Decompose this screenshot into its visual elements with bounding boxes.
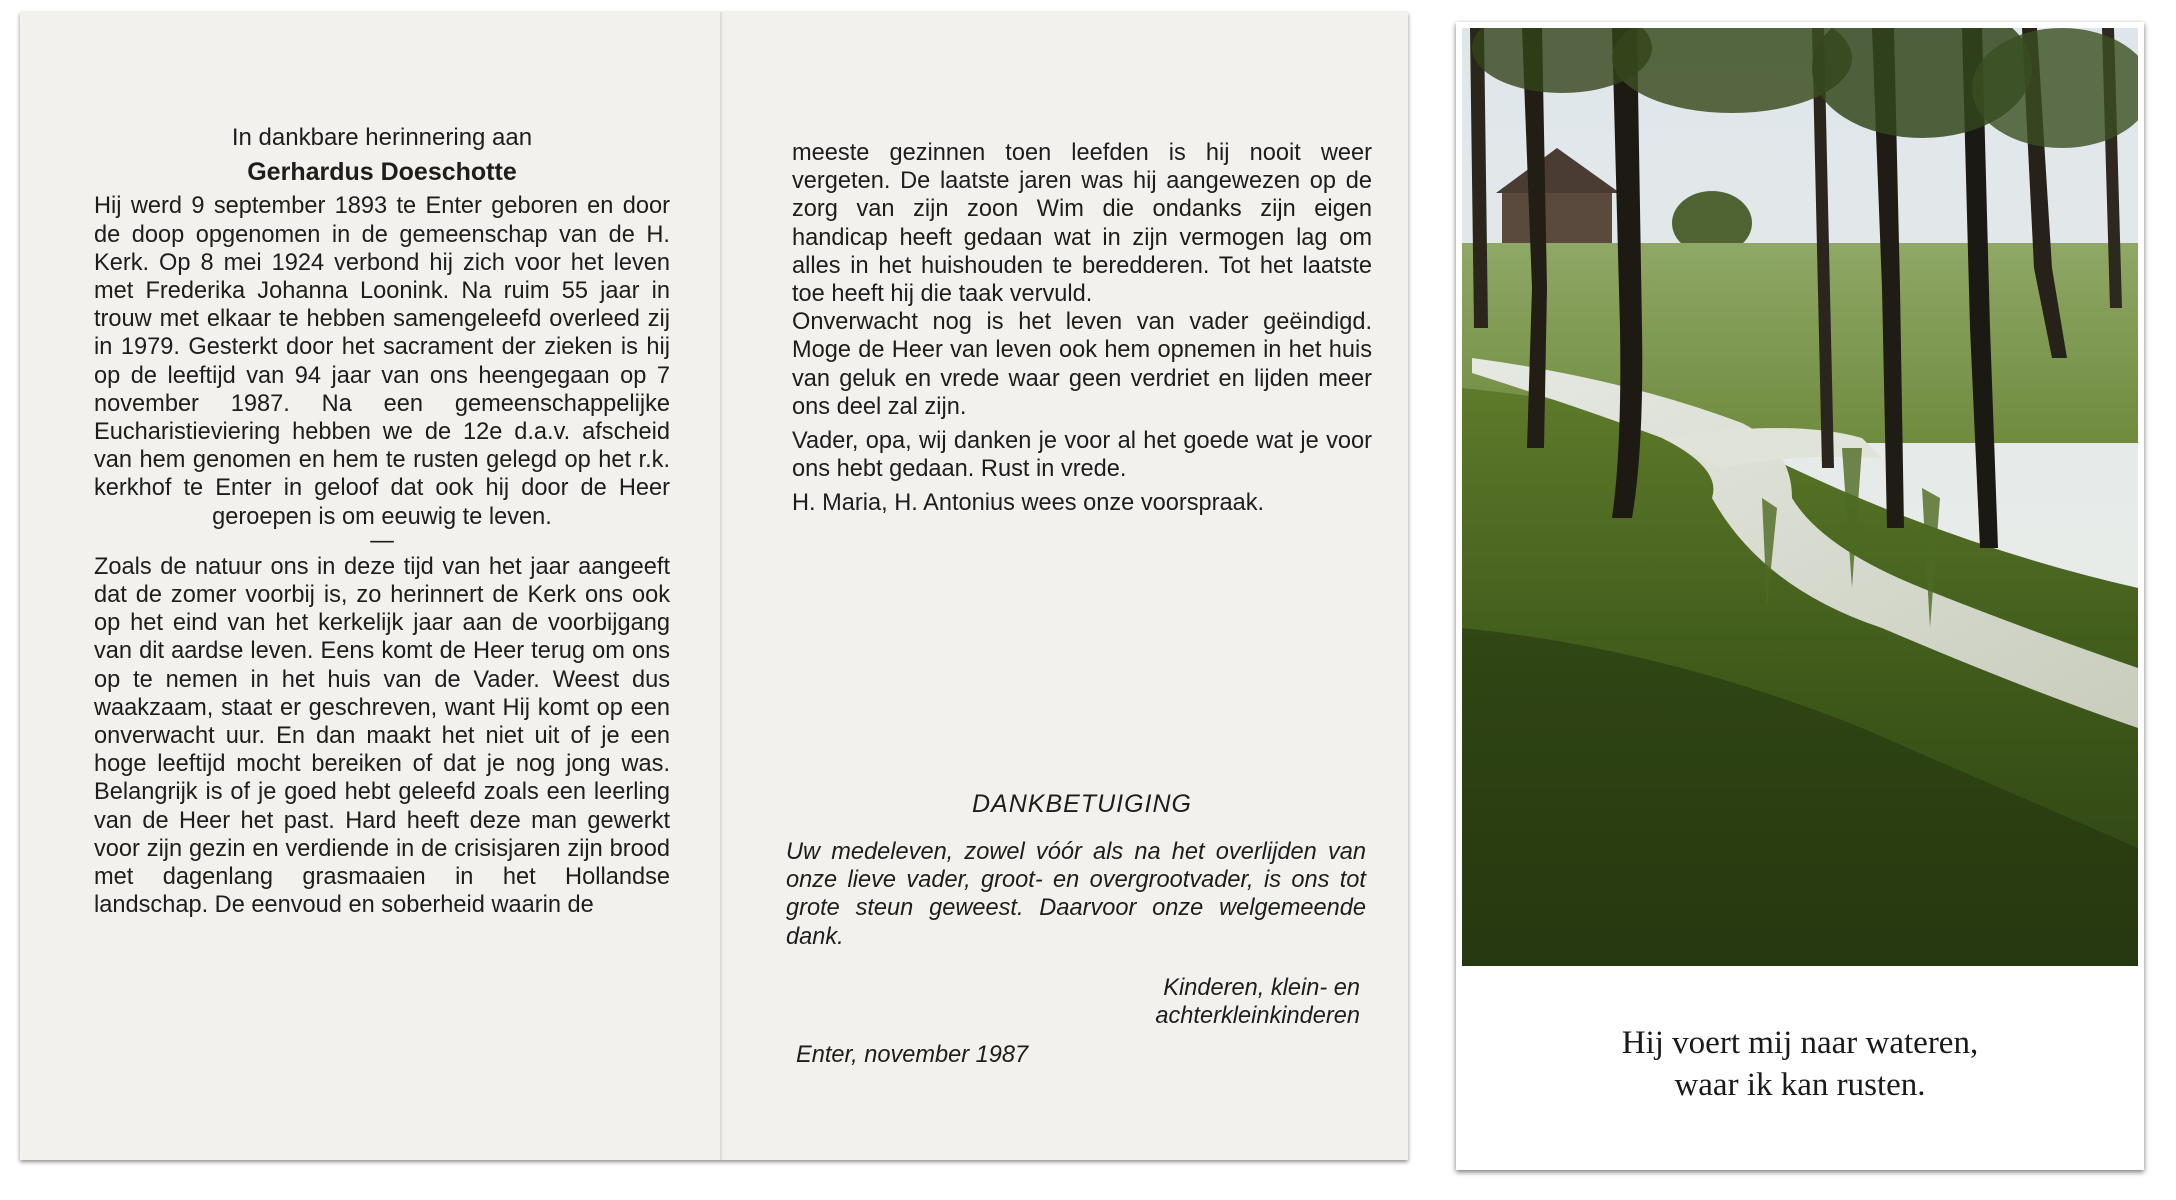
center-fold bbox=[720, 12, 724, 1160]
landscape-photo bbox=[1462, 28, 2138, 966]
memorial-card-inner-sheet bbox=[20, 12, 1408, 1160]
acknowledgement-text: Uw medeleven, zowel vóór als na het overlijden van onze lieve vader, groot- en overgrootvader, is ons tot grote steun geweest. Daarvoor onze welgemeende dank. bbox=[786, 839, 1366, 950]
thanks-paragraph: Vader, opa, wij danken je voor al het goede wat je voor ons hebt gedaan. Rust in vrede. bbox=[792, 428, 1372, 483]
reflection-paragraph: Zoals de natuur ons in deze tijd van het jaar aangeeft dat de zomer voorbij is, zo herinnert de Kerk ons ook op het eind van het kerkelijk jaar aan de voorbijgang van dit aardse leven. Eens komt de Heer terug om ons op te nemen in het huis van de Vader. Weest dus waakzaam, staat er geschreven, want Hij komt op een onverwacht uur. En dan maakt het niet uit of je een hoge leeftijd mocht bereiken of dat je nog jong was. Belangrijk is of je goed hebt geleefd zoals een leerling van de Heer het past. Hard heeft deze man gewerkt voor zijn gezin en verdiende in de crisisjaren zijn brood met dagenlang grasmaaien in het Hollandse landschap. De eenvoud en soberheid waarin de bbox=[94, 553, 670, 919]
verse-line-1: Hij voert mij naar wateren, bbox=[1621, 1025, 1979, 1061]
section-divider: — bbox=[370, 527, 394, 554]
signers-line-2: achterkleinkinderen bbox=[1155, 1003, 1360, 1030]
biography-paragraph: Hij werd 9 september 1893 te Enter geboren en door de doop opgenomen in de gemeenschap van de H. Kerk. Op 8 mei 1924 verbond hij zich voor het leven met Frederika Johanna Loonink. Na ruim 55 jaar in trouw met elkaar te hebben samengeleefd overleed zij in 1979. Gesterkt door het sacrament der zieken is hij op de leeftijd van 94 jaar van ons heengegaan op 7 november 1987. Na een gemeenschappelijke Eucharistieviering hebben we de 12e d.a.v. afscheid van hem genomen en hem te rusten gelegd op het r.k. kerkhof te Enter in geloof dat ook hij door de Heer geroepen is om eeuwig te leven. bbox=[94, 193, 670, 530]
right-page bbox=[792, 139, 1372, 518]
deceased-name: Gerhardus Doeschotte bbox=[247, 158, 517, 187]
prayer-line: H. Maria, H. Antonius wees onze voorspraak. bbox=[792, 490, 1265, 517]
signers bbox=[1020, 974, 1360, 1030]
intro-line: In dankbare herinnering aan bbox=[231, 124, 533, 151]
continuation-paragraph: meeste gezinnen toen leefden is hij nooit weer vergeten. De laatste jaren was hij aangewezen op de zorg van zijn zoon Wim die ondanks zijn eigen handicap heeft gedaan wat in zijn vermogen lag om alles in het huishouden te beredderen. Tot het laatste toe heeft hij die taak vervuld. bbox=[792, 140, 1372, 308]
left-page bbox=[94, 124, 670, 919]
verse-line-2: waar ik kan rusten. bbox=[1674, 1067, 1926, 1103]
passing-paragraph: Onverwacht nog is het leven van vader geëindigd. Moge de Heer van leven ook hem opnemen in het huis van geluk en vrede waar geen verdriet en lijden meer ons deel zal zijn. bbox=[792, 309, 1372, 420]
memorial-card-front bbox=[1456, 22, 2144, 1170]
signers-line-1: Kinderen, klein- en bbox=[1163, 975, 1360, 1001]
bible-verse bbox=[1462, 1022, 2138, 1106]
acknowledgement-title: DANKBETUIGING bbox=[972, 790, 1192, 818]
place-date: Enter, november 1987 bbox=[796, 1042, 1029, 1068]
